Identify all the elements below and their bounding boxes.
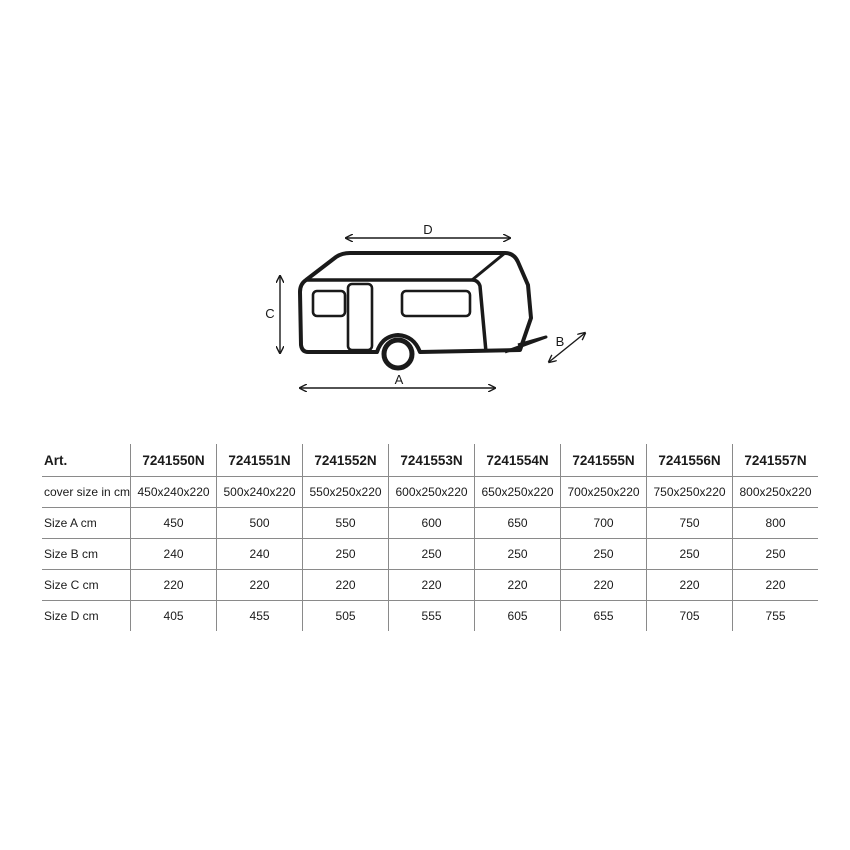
table-cell: 700 (561, 508, 647, 539)
table-cell: 450x240x220 (131, 477, 217, 508)
table-cell: 605 (475, 601, 561, 632)
row-label: Size C cm (42, 570, 131, 601)
article-number: 7241556N (647, 444, 733, 477)
table-cell: 700x250x220 (561, 477, 647, 508)
table-row (42, 570, 818, 601)
table-cell: 250 (389, 539, 475, 570)
dimension-label-c: C (265, 306, 275, 321)
table-cell: 500x240x220 (217, 477, 303, 508)
table-cell: 800 (733, 508, 819, 539)
caravan-wheel (384, 340, 412, 368)
row-label: Size A cm (42, 508, 131, 539)
row-label: Size D cm (42, 601, 131, 632)
table-cell: 240 (217, 539, 303, 570)
table-cell: 655 (561, 601, 647, 632)
caravan-diagram (0, 0, 850, 420)
table-header-row (42, 444, 818, 477)
article-number: 7241550N (131, 444, 217, 477)
dimension-arrow-b (549, 333, 585, 362)
table-cell: 505 (303, 601, 389, 632)
table-cell: 650 (475, 508, 561, 539)
table-cell: 220 (561, 570, 647, 601)
article-number: 7241557N (733, 444, 819, 477)
table-row (42, 539, 818, 570)
row-label: cover size in cm (42, 477, 131, 508)
table-cell: 600 (389, 508, 475, 539)
table-cell: 250 (647, 539, 733, 570)
table-cell: 220 (647, 570, 733, 601)
table-cell: 220 (389, 570, 475, 601)
table-cell: 550x250x220 (303, 477, 389, 508)
table-cell: 455 (217, 601, 303, 632)
article-number: 7241554N (475, 444, 561, 477)
table-row (42, 477, 818, 508)
dimension-label-b: B (555, 334, 565, 349)
header-label: Art. (44, 452, 68, 468)
table-cell: 800x250x220 (733, 477, 819, 508)
table-cell: 550 (303, 508, 389, 539)
table-cell: 750 (647, 508, 733, 539)
table-cell: 250 (475, 539, 561, 570)
article-number: 7241552N (303, 444, 389, 477)
table-cell: 220 (733, 570, 819, 601)
table-cell: 220 (131, 570, 217, 601)
caravan-window-front (313, 291, 345, 316)
caravan-outline (300, 253, 531, 352)
dimension-label-a: A (394, 372, 404, 387)
table-cell: 240 (131, 539, 217, 570)
dimension-label-d: D (423, 222, 433, 237)
table-cell: 500 (217, 508, 303, 539)
table-cell: 750x250x220 (647, 477, 733, 508)
table-cell: 220 (303, 570, 389, 601)
table-cell: 250 (561, 539, 647, 570)
table-row (42, 601, 818, 632)
table-cell: 220 (475, 570, 561, 601)
caravan-window-side (402, 291, 470, 316)
table-cell: 220 (217, 570, 303, 601)
article-number: 7241553N (389, 444, 475, 477)
article-number: 7241555N (561, 444, 647, 477)
article-number: 7241551N (217, 444, 303, 477)
table-cell: 450 (131, 508, 217, 539)
caravan-door (348, 284, 372, 350)
table-cell: 555 (389, 601, 475, 632)
table-cell: 250 (733, 539, 819, 570)
table-cell: 405 (131, 601, 217, 632)
table-cell: 600x250x220 (389, 477, 475, 508)
table-cell: 250 (303, 539, 389, 570)
table-cell: 650x250x220 (475, 477, 561, 508)
size-table (42, 444, 818, 631)
table-cell: 705 (647, 601, 733, 632)
row-label: Size B cm (42, 539, 131, 570)
table-row (42, 508, 818, 539)
table-cell: 755 (733, 601, 819, 632)
